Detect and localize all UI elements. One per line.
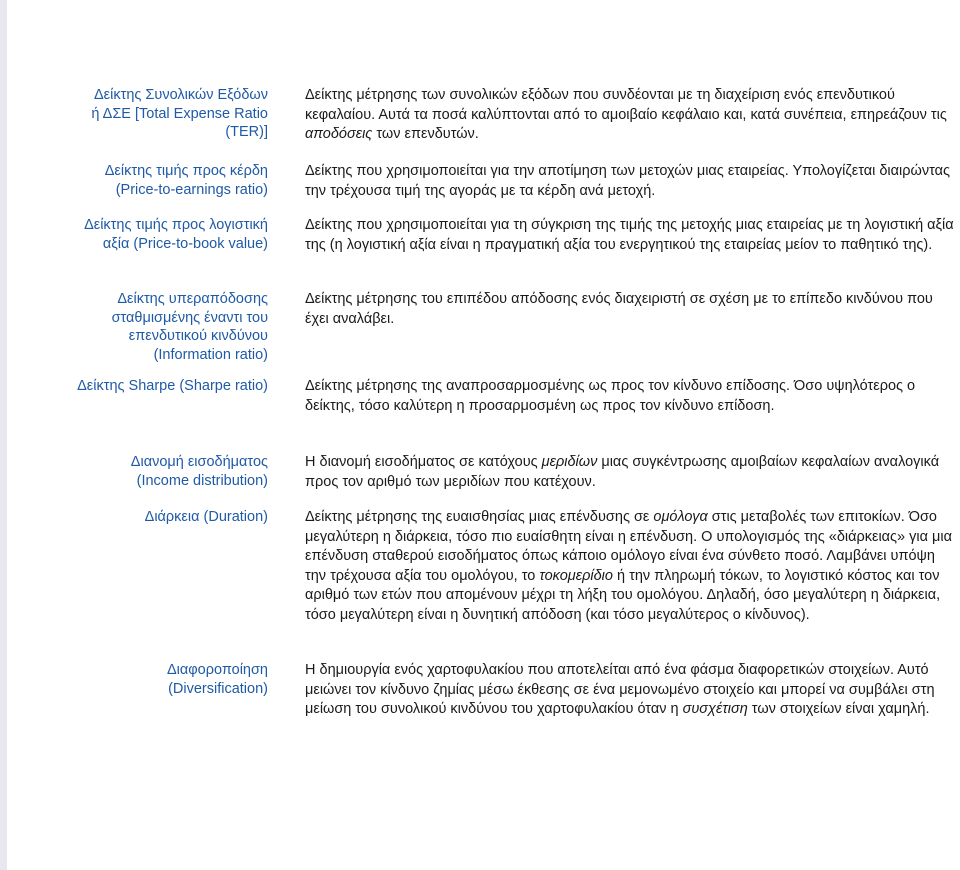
term-line: (Price-to-earnings ratio) bbox=[115, 181, 268, 198]
term-line: Δείκτης τιμής προς λογιστική bbox=[84, 217, 268, 233]
definition-sharpe bbox=[305, 377, 955, 416]
term-pb bbox=[40, 216, 268, 253]
term-line: (Income distribution) bbox=[136, 472, 268, 489]
definition-pb bbox=[305, 216, 955, 255]
term-line: Δείκτης υπεραπόδοσης bbox=[117, 291, 268, 307]
definition-emphasis: αποδόσεις bbox=[305, 126, 373, 142]
definition-text: Δείκτης μέτρησης του επιπέδου απόδοσης ενός διαχειριστή σε σχέση με το επίπεδο κινδύνου που έχει αναλάβει. bbox=[305, 291, 933, 327]
definition-emphasis: μεριδίων bbox=[541, 454, 598, 470]
term-diversification bbox=[40, 661, 268, 698]
term-ter bbox=[40, 86, 268, 142]
term-line: Δείκτης Sharpe (Sharpe ratio) bbox=[77, 378, 268, 394]
term-duration bbox=[40, 508, 268, 527]
definition-ter bbox=[305, 86, 955, 145]
definition-emphasis: συσχέτιση bbox=[682, 701, 748, 717]
definition-text: ή την πληρωμή τόκων, το λογιστικό κόστος και τον αριθμό των ετών που απομένουν μέχρι τη λήξη του ομολόγου. Δηλαδή, όσο μεγαλύτερη η διάρκεια, τόσο μεγαλύτερη είναι η δυνητική απόδοση (και τόσο μεγαλύτερος ο κίνδυνος). bbox=[305, 567, 941, 623]
definition-emphasis: ομόλογα bbox=[653, 509, 708, 525]
term-line: επενδυτικού κινδύνου bbox=[128, 328, 268, 344]
definition-emphasis: τοκομερίδιο bbox=[539, 567, 613, 584]
term-line: (Diversification) bbox=[168, 680, 268, 697]
definition-text: Η διανομή εισοδήματος σε κατόχους bbox=[305, 454, 542, 470]
term-information-ratio bbox=[40, 290, 268, 364]
term-line: Δείκτης Συνολικών Εξόδων bbox=[94, 87, 268, 103]
definition-income-distribution bbox=[305, 453, 955, 492]
term-line: ή ΔΣΕ [Total Expense Ratio bbox=[91, 105, 268, 122]
term-line: σταθμισμένης έναντι του bbox=[111, 309, 268, 326]
term-line: αξία (Price-to-book value) bbox=[102, 235, 268, 252]
definition-duration bbox=[305, 508, 955, 625]
term-line: Δείκτης τιμής προς κέρδη bbox=[104, 163, 268, 179]
term-line: Διανομή εισοδήματος bbox=[130, 454, 268, 470]
definition-text: των επενδυτών. bbox=[372, 126, 479, 142]
term-line: Διάρκεια (Duration) bbox=[144, 509, 268, 525]
definition-diversification bbox=[305, 661, 955, 720]
definition-text: Δείκτης μέτρησης της αναπροσαρμοσμένης ως προς τον κίνδυνο επίδοσης. Όσο υψηλότερος ο δείκτης, τόσο καλύτερη η προσαρμοσμένη ως προς τον κίνδυνο επίδοση. bbox=[305, 378, 916, 414]
term-line: (Information ratio) bbox=[153, 346, 268, 363]
definition-pe bbox=[305, 162, 955, 201]
term-income-distribution bbox=[40, 453, 268, 490]
definition-text: Δείκτης που χρησιμοποιείται για τη σύγκριση της τιμής της μετοχής μιας εταιρείας με τη λογιστική αξία της (η λογιστική αξία είναι η πραγματική αξία του ενεργητικού της εταιρείας μείον το παθητικό της). bbox=[305, 217, 954, 253]
definition-information-ratio bbox=[305, 290, 955, 329]
definition-text: Δείκτης μέτρησης των συνολικών εξόδων που συνδέονται με τη διαχείριση ενός επενδυτικού κεφαλαίου. Αυτά τα ποσά καλύπτονται από το αμοιβαίο κεφάλαιο και, κατά συνέπεια, επηρεάζουν τις bbox=[305, 87, 947, 123]
definition-text: Δείκτης που χρησιμοποιείται για την αποτίμηση των μετοχών μιας εταιρείας. Υπολογίζεται διαιρώντας την τρέχουσα τιμή της αγοράς με τα κέρδη ανά μετοχή. bbox=[305, 163, 950, 199]
term-line: (TER)] bbox=[225, 124, 268, 140]
definition-text: μιας συγκέντρωσης αμοιβαίων κεφαλαίων αναλογικά προς τον αριθμό των μεριδίων που κατέχουν. bbox=[305, 454, 940, 490]
term-line: Διαφοροποίηση bbox=[166, 662, 268, 678]
definition-text: Δείκτης μέτρησης της ευαισθησίας μιας επένδυσης σε bbox=[305, 509, 654, 525]
definition-text: Η δημιουργία ενός χαρτοφυλακίου που αποτελείται από ένα φάσμα διαφορετικών στοιχείων. Αυτό μειώνει τον κίνδυνο ζημίας μέσω έκθεσης σε ένα μεμονωμένο στοιχείο και μπορεί να συμβάλει στη μείωση του συνολικού κινδύνου του χαρτοφυλακίου όταν η bbox=[305, 662, 935, 717]
term-sharpe bbox=[40, 377, 268, 396]
definition-text: στις μεταβολές των επιτοκίων. Όσο μεγαλύτερη η διάρκεια, τόσο πιο ευαίσθητη είναι η επένδυση. Ο υπολογισμός της «διάρκειας» για μια επένδυση σταθερού εισοδήματος όπως κάποιο ομόλογο είναι ένα σύνθετο ποσό. Λαμβάνει υπόψη την τρέχουσα αξία του ομολόγου, το bbox=[305, 509, 952, 584]
definition-text: των στοιχείων είναι χαμηλή. bbox=[747, 701, 930, 717]
term-pe bbox=[40, 162, 268, 199]
